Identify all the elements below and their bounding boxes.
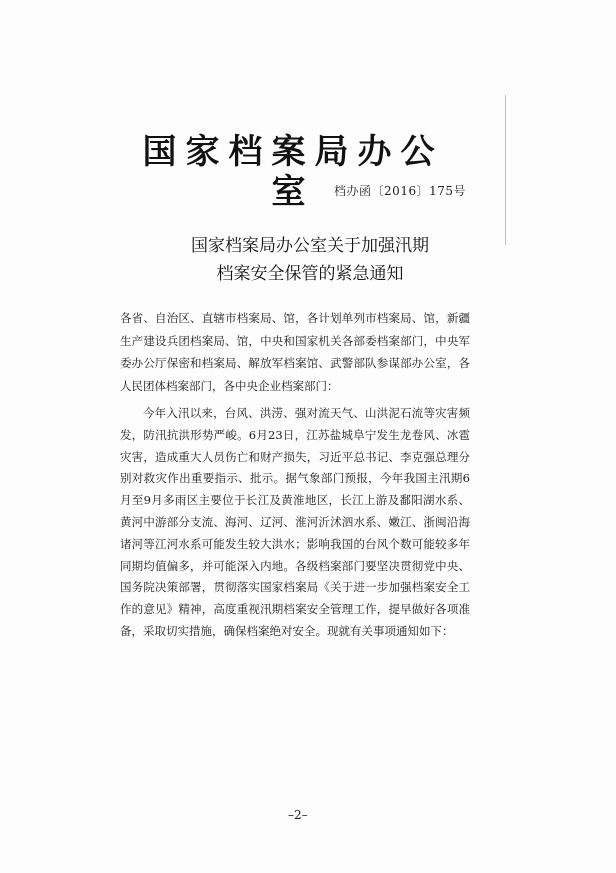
org-header: 国家档案局办公室 [142,132,444,212]
scan-artifact-line [505,95,506,245]
page-number: –2– [288,808,308,822]
notice-title [140,232,480,288]
recipients-paragraph: 各省、自治区、直辖市档案局、馆，各计划单列市档案局、馆，新疆生产建设兵团档案局、馆，中央和国家机关各部委档案部门，中央军委办公厅保密和档案局、解放军档案馆、武警部队参谋部办公室，各人民团体档案部门，各中央企业档案部门： [120,311,470,393]
notice-title-line-1: 国家档案局办公室关于加强汛期 [191,236,429,256]
body-paragraph: 今年入汛以来，台风、洪涝、强对流天气、山洪泥石流等灾害频发，防汛抗洪形势严峻。6月23日，江苏盐城阜宁发生龙卷风、冰雹灾害，造成重大人员伤亡和财产损失，习近平总书记、李克强总理分别对救灾作出重要指示、批示。据气象部门预报，今年我国主汛期6月至9月多雨区主要位于长江及黄淮地区，长江上游及鄱阳湖水系、黄河中游部分支流、海河、辽河、淮河沂沭泗水系、嫩江、浙闽沿海诸河等江河水系可能发生较大洪水；影响我国的台风个数可能较多年同期均值偏多，并可能深入内地。各级档案部门要坚决贯彻党中央、国务院决策部署，贯彻落实国家档案局《关于进一步加强档案安全工作的意见》精神，高度重视汛期档案安全管理工作，提早做好各项准备，采取切实措施，确保档案绝对安全。现就有关事项通知如下： [120,406,470,638]
document-number: 档办函〔2016〕175号 [334,184,466,198]
notice-title-line-2: 档案安全保管的紧急通知 [216,264,404,284]
